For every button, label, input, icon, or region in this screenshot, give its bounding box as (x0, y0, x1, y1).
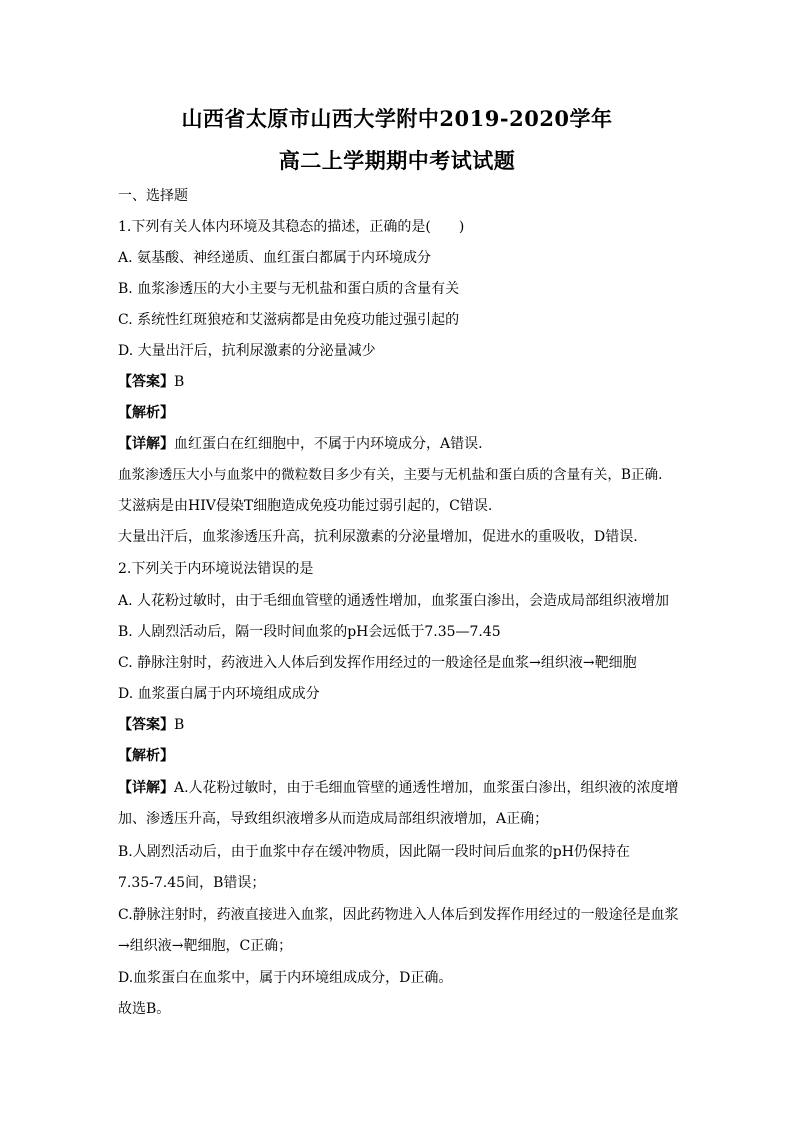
question-1-analysis-line: 血浆渗透压大小与血浆中的微粒数目多少有关，主要与无机盐和蛋白质的含量有关，B正确. (118, 467, 663, 483)
question-2-analysis-line: D.血浆蛋白在血浆中，属于内环境组成成分，D正确。 (118, 970, 453, 986)
question-1-option-d: D. 大量出汗后，抗利尿激素的分泌量减少 (118, 343, 376, 359)
question-2-analysis-line: B.人剧烈活动后，由于血浆中存在缓冲物质，因此隔一段时间后血浆的pH仍保持在 (118, 844, 630, 860)
question-2-stem: 2.下列关于内环境说法错误的是 (118, 561, 314, 577)
question-2-option-b: B. 人剧烈活动后，隔一段时间血浆的pH会远低于7.35—7.45 (118, 624, 501, 640)
question-2-analysis-line: →组织液→靶细胞，C正确； (118, 938, 293, 954)
question-2-analysis-line: 【详解】A.人花粉过敏时，由于毛细血管壁的通透性增加，血浆蛋白渗出，组织液的浓度增 (118, 780, 679, 796)
question-1-analysis-line: 艾滋病是由HIV侵染T细胞造成免疫功能过弱引起的，C错误. (118, 498, 493, 514)
question-2-option-a: A. 人花粉过敏时，由于毛细血管壁的通透性增加，血浆蛋白渗出，会造成局部组织液增加 (118, 593, 670, 609)
question-1-analysis-label: 【解析】 (118, 405, 174, 421)
question-2-analysis-line: 7.35-7.45间，B错误； (118, 875, 266, 891)
question-2-analysis-label: 【解析】 (118, 748, 174, 764)
document-title-line1: 山西省太原市山西大学附中2019-2020学年 (181, 106, 613, 131)
question-2-option-c: C. 静脉注射时，药液进入人体后到发挥作用经过的一般途径是血浆→组织液→靶细胞 (118, 655, 637, 671)
question-2-analysis-line: C.静脉注射时，药液直接进入血浆，因此药物进入人体后到发挥作用经过的一般途径是血浆 (118, 907, 679, 923)
question-1-analysis-line: 【详解】血红蛋白在红细胞中，不属于内环境成分，A错误. (118, 436, 483, 452)
question-1-answer: 【答案】B (118, 374, 185, 390)
question-2-option-d: D. 血浆蛋白属于内环境组成成分 (118, 686, 320, 702)
section-heading: 一、选择题 (118, 188, 188, 204)
question-2-answer: 【答案】B (118, 717, 185, 733)
document-title-line2: 高二上学期期中考试试题 (278, 148, 516, 173)
question-1-analysis-line: 大量出汗后，血浆渗透压升高，抗利尿激素的分泌量增加，促进水的重吸收，D错误. (118, 529, 638, 545)
question-1-option-c: C. 系统性红斑狼疮和艾滋病都是由免疫功能过强引起的 (118, 312, 460, 328)
question-2-analysis-line: 故选B。 (118, 1001, 171, 1017)
question-2-analysis-line: 加、渗透压升高，导致组织液增多从而造成局部组织液增加，A正确； (118, 811, 549, 827)
question-1-option-b: B. 血浆渗透压的大小主要与无机盐和蛋白质的含量有关 (118, 281, 460, 297)
question-1-option-a: A. 氨基酸、神经递质、血红蛋白都属于内环境成分 (118, 250, 432, 266)
question-1-stem: 1.下列有关人体内环境及其稳态的描述，正确的是( ) (118, 219, 465, 235)
